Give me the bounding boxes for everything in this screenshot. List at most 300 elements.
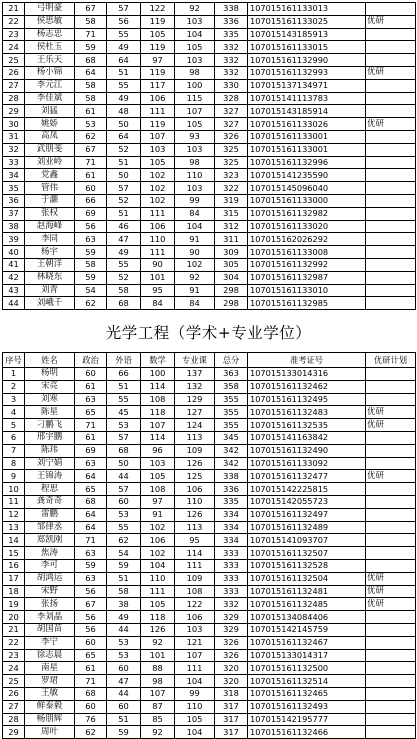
cell-politics: 56 bbox=[75, 623, 107, 636]
cell-politics: 59 bbox=[75, 559, 107, 572]
cell-ticket-number: 107015134084406 bbox=[248, 611, 366, 624]
cell-excellence-plan: 优研 bbox=[366, 470, 416, 483]
cell-total: 322 bbox=[215, 182, 248, 195]
cell-index: 12 bbox=[3, 508, 25, 521]
table-row bbox=[3, 207, 416, 220]
cell-ticket-number: 107015161132465 bbox=[248, 687, 366, 700]
cell-total: 334 bbox=[215, 508, 248, 521]
cell-total: 311 bbox=[215, 233, 248, 246]
cell-index: 36 bbox=[3, 194, 25, 207]
cell-math: 122 bbox=[141, 3, 175, 16]
cell-math: 101 bbox=[141, 271, 175, 284]
cell-math: 100 bbox=[141, 368, 175, 381]
cell-ticket-number: 107015161132500 bbox=[248, 662, 366, 675]
cell-politics: 53 bbox=[75, 118, 107, 131]
cell-major-course: 109 bbox=[175, 572, 215, 585]
cell-ticket-number: 107015161133000 bbox=[248, 194, 366, 207]
cell-index: 5 bbox=[3, 419, 25, 432]
table-row bbox=[3, 92, 416, 105]
cell-politics: 60 bbox=[75, 182, 107, 195]
cell-math: 106 bbox=[141, 534, 175, 547]
table-row bbox=[3, 182, 416, 195]
cell-foreign-language: 64 bbox=[107, 130, 141, 143]
cell-major-course: 126 bbox=[175, 508, 215, 521]
table-row bbox=[3, 380, 416, 393]
cell-index: 11 bbox=[3, 495, 25, 508]
cell-index: 25 bbox=[3, 54, 25, 67]
cell-foreign-language: 55 bbox=[107, 79, 141, 92]
cell-excellence-plan bbox=[366, 675, 416, 688]
cell-name: 刘猛 bbox=[25, 105, 75, 118]
cell-name: 张扬 bbox=[25, 598, 75, 611]
cell-major-course: 103 bbox=[175, 182, 215, 195]
cell-total: 309 bbox=[215, 246, 248, 259]
cell-foreign-language: 44 bbox=[107, 687, 141, 700]
cell-politics: 59 bbox=[75, 41, 107, 54]
cell-excellence-plan bbox=[366, 130, 416, 143]
cell-name: 侯杜玉 bbox=[25, 41, 75, 54]
cell-major-course: 90 bbox=[175, 246, 215, 259]
cell-index: 28 bbox=[3, 713, 25, 726]
cell-index: 20 bbox=[3, 611, 25, 624]
cell-excellence-plan: 优研 bbox=[366, 585, 416, 598]
cell-major-course: 132 bbox=[175, 380, 215, 393]
cell-math: 111 bbox=[141, 585, 175, 598]
cell-excellence-plan bbox=[366, 457, 416, 470]
cell-name: 李可 bbox=[25, 559, 75, 572]
cell-excellence-plan bbox=[366, 41, 416, 54]
cell-name: 陈星 bbox=[25, 406, 75, 419]
cell-foreign-language: 59 bbox=[107, 559, 141, 572]
cell-ticket-number: 107015161132507 bbox=[248, 547, 366, 560]
cell-total: 333 bbox=[215, 547, 248, 560]
cell-major-course: 100 bbox=[175, 79, 215, 92]
cell-foreign-language: 52 bbox=[107, 143, 141, 156]
cell-name: 邹律丞 bbox=[25, 521, 75, 534]
cell-math: 118 bbox=[141, 611, 175, 624]
cell-index: 44 bbox=[3, 297, 25, 310]
cell-major-course: 99 bbox=[175, 194, 215, 207]
cell-politics: 68 bbox=[75, 495, 107, 508]
cell-math: 103 bbox=[141, 143, 175, 156]
cell-excellence-plan bbox=[366, 431, 416, 444]
cell-name: 弓明豪 bbox=[25, 3, 75, 16]
cell-excellence-plan bbox=[366, 207, 416, 220]
cell-name: 赵海峰 bbox=[25, 220, 75, 233]
cell-excellence-plan bbox=[366, 271, 416, 284]
cell-total: 363 bbox=[215, 368, 248, 381]
cell-ticket-number: 107015161133025 bbox=[248, 15, 366, 28]
cell-politics: 60 bbox=[75, 368, 107, 381]
cell-ticket-number: 107015141093707 bbox=[248, 534, 366, 547]
cell-index: 35 bbox=[3, 182, 25, 195]
cell-name: 宋野 bbox=[25, 585, 75, 598]
cell-math: 107 bbox=[141, 419, 175, 432]
cell-foreign-language: 55 bbox=[107, 393, 141, 406]
cell-name: 刘业岭 bbox=[25, 156, 75, 169]
cell-math: 84 bbox=[141, 297, 175, 310]
cell-foreign-language: 51 bbox=[107, 66, 141, 79]
cell-major-course: 110 bbox=[175, 169, 215, 182]
cell-major-course: 105 bbox=[175, 713, 215, 726]
table-row bbox=[3, 585, 416, 598]
cell-index: 23 bbox=[3, 649, 25, 662]
cell-math: 107 bbox=[141, 130, 175, 143]
cell-ticket-number: 107015142225815 bbox=[248, 483, 366, 496]
cell-name: 杨明 bbox=[25, 368, 75, 381]
cell-politics: 61 bbox=[75, 380, 107, 393]
cell-math: 117 bbox=[141, 79, 175, 92]
cell-politics: 64 bbox=[75, 66, 107, 79]
cell-politics: 71 bbox=[75, 534, 107, 547]
cell-total: 317 bbox=[215, 726, 248, 739]
cell-politics: 67 bbox=[75, 598, 107, 611]
table-row bbox=[3, 15, 416, 28]
cell-index: 4 bbox=[3, 406, 25, 419]
table-row bbox=[3, 419, 416, 432]
cell-index: 6 bbox=[3, 431, 25, 444]
cell-major-course: 109 bbox=[175, 444, 215, 457]
cell-total: 315 bbox=[215, 207, 248, 220]
cell-politics: 76 bbox=[75, 713, 107, 726]
cell-major-course: 121 bbox=[175, 636, 215, 649]
cell-name: 杨志忠 bbox=[25, 28, 75, 41]
cell-politics: 56 bbox=[75, 585, 107, 598]
cell-math: 95 bbox=[141, 284, 175, 297]
cell-total: 333 bbox=[215, 585, 248, 598]
bottom-table-body bbox=[3, 368, 416, 739]
cell-excellence-plan bbox=[366, 54, 416, 67]
cell-math: 92 bbox=[141, 636, 175, 649]
cell-ticket-number: 107015145096040 bbox=[248, 182, 366, 195]
cell-index: 24 bbox=[3, 662, 25, 675]
cell-major-course: 92 bbox=[175, 271, 215, 284]
cell-math: 118 bbox=[141, 406, 175, 419]
cell-politics: 58 bbox=[75, 258, 107, 271]
cell-total: 312 bbox=[215, 220, 248, 233]
cell-politics: 59 bbox=[75, 246, 107, 259]
cell-math: 111 bbox=[141, 246, 175, 259]
cell-math: 91 bbox=[141, 508, 175, 521]
table-row bbox=[3, 271, 416, 284]
cell-ticket-number: 107015161132462 bbox=[248, 380, 366, 393]
cell-name: 李同 bbox=[25, 233, 75, 246]
cell-politics: 61 bbox=[75, 431, 107, 444]
cell-major-course: 84 bbox=[175, 207, 215, 220]
cell-index: 2 bbox=[3, 380, 25, 393]
cell-total: 358 bbox=[215, 380, 248, 393]
cell-math: 104 bbox=[141, 559, 175, 572]
table-row bbox=[3, 3, 416, 16]
cell-ticket-number: 107015161132481 bbox=[248, 585, 366, 598]
cell-major-course: 103 bbox=[175, 143, 215, 156]
table-row bbox=[3, 246, 416, 259]
cell-math: 101 bbox=[141, 649, 175, 662]
cell-foreign-language: 47 bbox=[107, 233, 141, 246]
cell-name: 南星 bbox=[25, 662, 75, 675]
cell-name: 焦涛 bbox=[25, 547, 75, 560]
cell-total: 327 bbox=[215, 118, 248, 131]
table-row bbox=[3, 156, 416, 169]
cell-major-course: 127 bbox=[175, 406, 215, 419]
cell-major-course: 84 bbox=[175, 297, 215, 310]
cell-math: 102 bbox=[141, 521, 175, 534]
table-row bbox=[3, 483, 416, 496]
cell-major-course: 108 bbox=[175, 585, 215, 598]
cell-ticket-number: 107015142055723 bbox=[248, 495, 366, 508]
header-index: 序号 bbox=[3, 353, 25, 368]
cell-major-course: 110 bbox=[175, 700, 215, 713]
cell-major-course: 104 bbox=[175, 28, 215, 41]
cell-politics: 68 bbox=[75, 687, 107, 700]
cell-politics: 68 bbox=[75, 54, 107, 67]
cell-politics: 62 bbox=[75, 297, 107, 310]
cell-math: 105 bbox=[141, 28, 175, 41]
table-row bbox=[3, 636, 416, 649]
cell-politics: 63 bbox=[75, 457, 107, 470]
cell-foreign-language: 48 bbox=[107, 105, 141, 118]
cell-foreign-language: 46 bbox=[107, 220, 141, 233]
cell-excellence-plan bbox=[366, 3, 416, 16]
cell-index: 37 bbox=[3, 207, 25, 220]
cell-index: 27 bbox=[3, 79, 25, 92]
cell-excellence-plan bbox=[366, 156, 416, 169]
cell-major-course: 103 bbox=[175, 15, 215, 28]
cell-ticket-number: 107015161132987 bbox=[248, 271, 366, 284]
cell-total: 355 bbox=[215, 419, 248, 432]
table-row bbox=[3, 598, 416, 611]
cell-ticket-number: 107015161132985 bbox=[248, 297, 366, 310]
cell-math: 119 bbox=[141, 15, 175, 28]
cell-foreign-language: 51 bbox=[107, 207, 141, 220]
cell-foreign-language: 53 bbox=[107, 636, 141, 649]
cell-foreign-language: 50 bbox=[107, 118, 141, 131]
cell-name: 刘寒 bbox=[25, 393, 75, 406]
cell-math: 105 bbox=[141, 470, 175, 483]
cell-major-course: 98 bbox=[175, 66, 215, 79]
cell-foreign-language: 49 bbox=[107, 92, 141, 105]
cell-name: 李宁 bbox=[25, 636, 75, 649]
cell-excellence-plan bbox=[366, 547, 416, 560]
table-row bbox=[3, 534, 416, 547]
cell-index: 40 bbox=[3, 246, 25, 259]
cell-excellence-plan bbox=[366, 220, 416, 233]
cell-foreign-language: 53 bbox=[107, 649, 141, 662]
table-row bbox=[3, 233, 416, 246]
cell-excellence-plan bbox=[366, 92, 416, 105]
cell-index: 29 bbox=[3, 726, 25, 739]
cell-index: 19 bbox=[3, 598, 25, 611]
cell-ticket-number: 107015161133001 bbox=[248, 143, 366, 156]
cell-ticket-number: 107015161132993 bbox=[248, 66, 366, 79]
table-row bbox=[3, 130, 416, 143]
cell-ticket-number: 107015161132528 bbox=[248, 559, 366, 572]
cell-math: 88 bbox=[141, 662, 175, 675]
header-ticket-number: 准考证号 bbox=[248, 353, 366, 368]
cell-index: 28 bbox=[3, 92, 25, 105]
cell-excellence-plan bbox=[366, 611, 416, 624]
cell-excellence-plan: 优研 bbox=[366, 15, 416, 28]
cell-total: 320 bbox=[215, 675, 248, 688]
cell-foreign-language: 57 bbox=[107, 182, 141, 195]
cell-index: 10 bbox=[3, 483, 25, 496]
cell-politics: 64 bbox=[75, 470, 107, 483]
cell-name: 宋亮 bbox=[25, 380, 75, 393]
cell-name: 王朝洋 bbox=[25, 258, 75, 271]
cell-math: 119 bbox=[141, 118, 175, 131]
cell-excellence-plan: 优研 bbox=[366, 598, 416, 611]
header-name: 姓名 bbox=[25, 353, 75, 368]
cell-index: 26 bbox=[3, 687, 25, 700]
cell-index: 7 bbox=[3, 444, 25, 457]
cell-foreign-language: 50 bbox=[107, 169, 141, 182]
table-row bbox=[3, 457, 416, 470]
top-table-body bbox=[3, 3, 416, 310]
header-total: 总分 bbox=[215, 353, 248, 368]
cell-foreign-language: 58 bbox=[107, 284, 141, 297]
cell-total: 332 bbox=[215, 54, 248, 67]
cell-total: 319 bbox=[215, 194, 248, 207]
cell-total: 338 bbox=[215, 3, 248, 16]
cell-index: 23 bbox=[3, 28, 25, 41]
cell-total: 320 bbox=[215, 662, 248, 675]
cell-major-course: 115 bbox=[175, 92, 215, 105]
cell-ticket-number: 107015161132483 bbox=[248, 406, 366, 419]
cell-politics: 71 bbox=[75, 28, 107, 41]
cell-politics: 61 bbox=[75, 662, 107, 675]
table-row bbox=[3, 572, 416, 585]
cell-name: 张权 bbox=[25, 207, 75, 220]
cell-name: 周叶 bbox=[25, 726, 75, 739]
cell-ticket-number: 107015133014316 bbox=[248, 368, 366, 381]
cell-foreign-language: 47 bbox=[107, 675, 141, 688]
cell-major-course: 107 bbox=[175, 649, 215, 662]
header-major-course: 专业课 bbox=[175, 353, 215, 368]
cell-excellence-plan: 优研 bbox=[366, 406, 416, 419]
cell-politics: 63 bbox=[75, 233, 107, 246]
cell-politics: 67 bbox=[75, 143, 107, 156]
cell-total: 327 bbox=[215, 105, 248, 118]
cell-excellence-plan bbox=[366, 169, 416, 182]
cell-major-course: 103 bbox=[175, 623, 215, 636]
cell-ticket-number: 107015161132497 bbox=[248, 508, 366, 521]
cell-ticket-number: 107015141235590 bbox=[248, 169, 366, 182]
cell-name: 刘宁娟 bbox=[25, 457, 75, 470]
cell-index: 1 bbox=[3, 368, 25, 381]
cell-excellence-plan bbox=[366, 713, 416, 726]
cell-excellence-plan bbox=[366, 28, 416, 41]
cell-foreign-language: 54 bbox=[107, 547, 141, 560]
cell-math: 111 bbox=[141, 207, 175, 220]
cell-excellence-plan bbox=[366, 79, 416, 92]
table-row bbox=[3, 547, 416, 560]
cell-name: 徐志晨 bbox=[25, 649, 75, 662]
cell-excellence-plan bbox=[366, 182, 416, 195]
cell-major-course: 104 bbox=[175, 675, 215, 688]
cell-foreign-language: 68 bbox=[107, 297, 141, 310]
cell-ticket-number: 107015161133001 bbox=[248, 130, 366, 143]
cell-total: 334 bbox=[215, 521, 248, 534]
table-row bbox=[3, 28, 416, 41]
cell-total: 330 bbox=[215, 79, 248, 92]
cell-major-course: 102 bbox=[175, 258, 215, 271]
cell-excellence-plan bbox=[366, 258, 416, 271]
cell-math: 114 bbox=[141, 380, 175, 393]
cell-math: 114 bbox=[141, 431, 175, 444]
cell-foreign-language: 49 bbox=[107, 41, 141, 54]
cell-excellence-plan bbox=[366, 700, 416, 713]
cell-excellence-plan bbox=[366, 393, 416, 406]
cell-major-course: 91 bbox=[175, 233, 215, 246]
cell-politics: 61 bbox=[75, 169, 107, 182]
cell-ticket-number: 107015161133013 bbox=[248, 3, 366, 16]
cell-foreign-language: 49 bbox=[107, 611, 141, 624]
cell-name: 高凤 bbox=[25, 130, 75, 143]
cell-name: 胡国苗 bbox=[25, 623, 75, 636]
cell-excellence-plan bbox=[366, 534, 416, 547]
cell-politics: 62 bbox=[75, 130, 107, 143]
cell-index: 34 bbox=[3, 169, 25, 182]
cell-total: 325 bbox=[215, 143, 248, 156]
cell-name: 李元江 bbox=[25, 79, 75, 92]
cell-ticket-number: 107015161132996 bbox=[248, 156, 366, 169]
cell-excellence-plan: 优研 bbox=[366, 66, 416, 79]
cell-index: 38 bbox=[3, 220, 25, 233]
table-row bbox=[3, 194, 416, 207]
cell-foreign-language: 55 bbox=[107, 258, 141, 271]
cell-total: 333 bbox=[215, 559, 248, 572]
cell-math: 105 bbox=[141, 598, 175, 611]
cell-politics: 65 bbox=[75, 649, 107, 662]
cell-foreign-language: 38 bbox=[107, 598, 141, 611]
cell-math: 102 bbox=[141, 547, 175, 560]
cell-index: 14 bbox=[3, 534, 25, 547]
cell-ticket-number: 107015161132477 bbox=[248, 470, 366, 483]
cell-ticket-number: 107015143185913 bbox=[248, 28, 366, 41]
cell-foreign-language: 50 bbox=[107, 457, 141, 470]
cell-name: 武朋斐 bbox=[25, 143, 75, 156]
cell-math: 119 bbox=[141, 41, 175, 54]
cell-excellence-plan bbox=[366, 194, 416, 207]
table-row bbox=[3, 713, 416, 726]
cell-ticket-number: 107015161132504 bbox=[248, 572, 366, 585]
cell-foreign-language: 51 bbox=[107, 572, 141, 585]
cell-politics: 56 bbox=[75, 611, 107, 624]
cell-major-course: 124 bbox=[175, 419, 215, 432]
cell-major-course: 110 bbox=[175, 495, 215, 508]
cell-name: 杨宇 bbox=[25, 246, 75, 259]
cell-name: 程思 bbox=[25, 483, 75, 496]
cell-total: 355 bbox=[215, 406, 248, 419]
cell-name: 姚娇 bbox=[25, 118, 75, 131]
cell-excellence-plan: 优研 bbox=[366, 419, 416, 432]
cell-math: 102 bbox=[141, 169, 175, 182]
cell-index: 31 bbox=[3, 130, 25, 143]
cell-foreign-language: 57 bbox=[107, 431, 141, 444]
cell-name: 陈玮 bbox=[25, 444, 75, 457]
cell-ticket-number: 107015161132466 bbox=[248, 726, 366, 739]
header-excellence-plan: 优研计划 bbox=[366, 353, 416, 368]
cell-excellence-plan bbox=[366, 636, 416, 649]
table-row bbox=[3, 623, 416, 636]
cell-politics: 60 bbox=[75, 700, 107, 713]
cell-ticket-number: 107015143185914 bbox=[248, 105, 366, 118]
cell-total: 329 bbox=[215, 611, 248, 624]
cell-foreign-language: 62 bbox=[107, 534, 141, 547]
cell-foreign-language: 52 bbox=[107, 271, 141, 284]
cell-total: 317 bbox=[215, 700, 248, 713]
cell-excellence-plan bbox=[366, 297, 416, 310]
